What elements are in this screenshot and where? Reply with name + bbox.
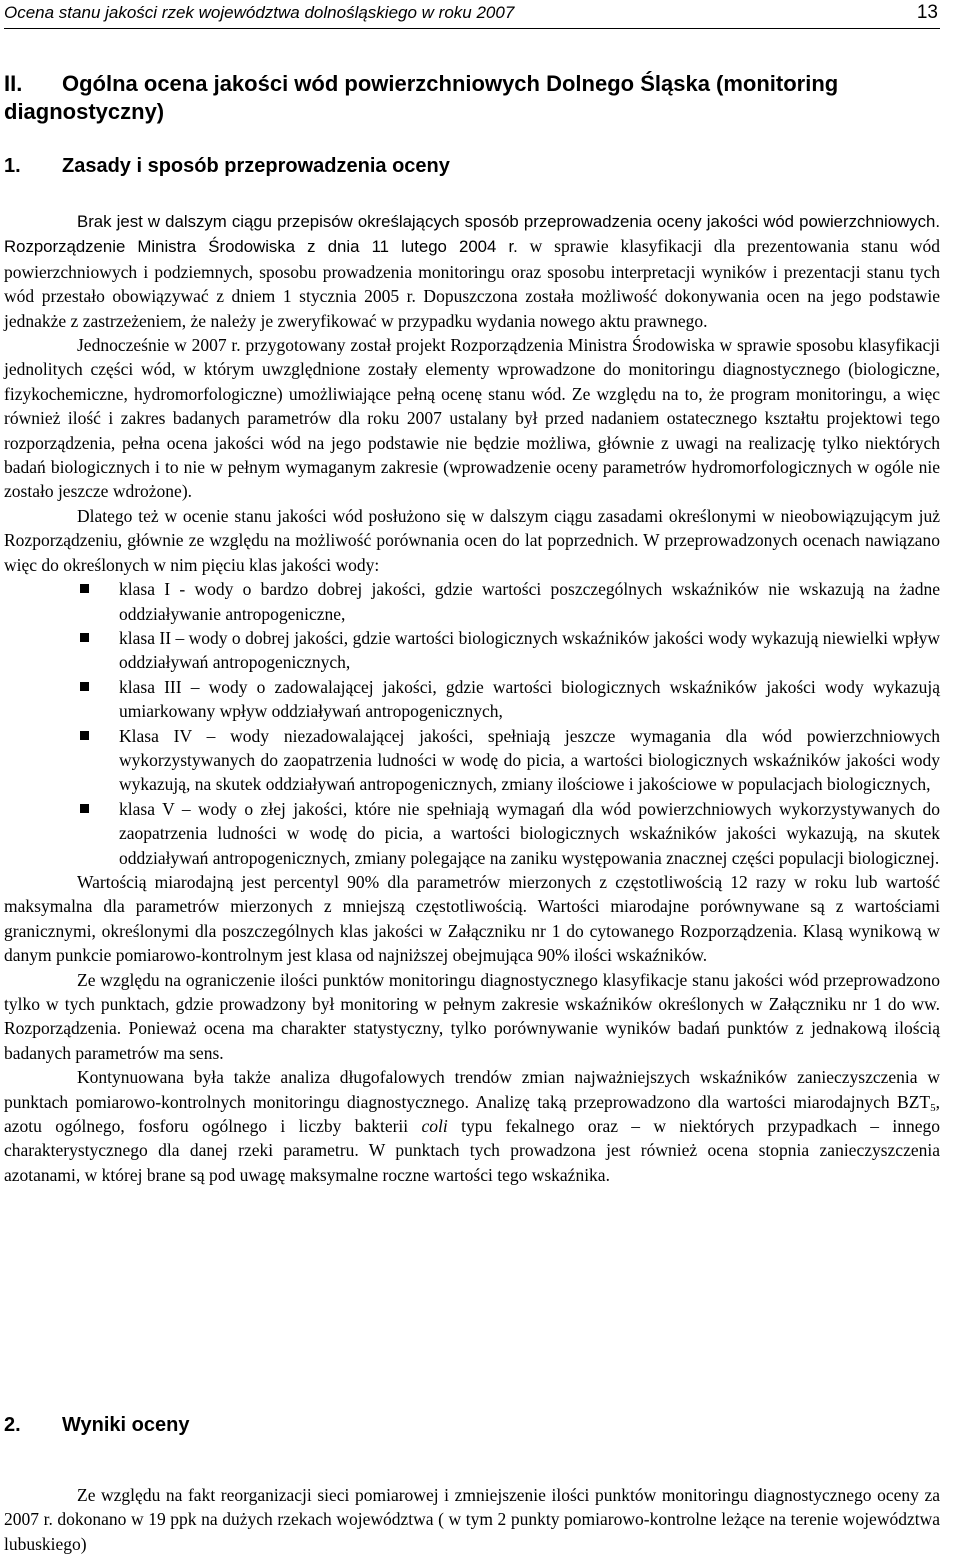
water-class-list — [4, 577, 940, 870]
list-item-text: klasa V – wody o złej jakości, które nie spełniają wymagań dla wód powierzchniowych wykorzystywanych do zaopatrzenia ludności w wodę do picia, a wartości biologicznych wskaźników jakości wykazują, na skutek oddziaływań antropogenicznych, zmiany polegające na zaniku występowania znacznej części populacji biologicznej. — [119, 798, 940, 868]
subscript: 5 — [930, 1101, 936, 1114]
running-header — [4, 2, 940, 29]
square-bullet-icon — [80, 633, 89, 642]
section-number: 2. — [4, 1414, 21, 1436]
section-heading-1 — [4, 155, 450, 178]
section-title: Zasady i sposób przeprowadzenia oceny — [62, 155, 450, 177]
page-number: 13 — [916, 2, 938, 23]
paragraph: Dlatego też w ocenie stanu jakości wód posłużono się w dalszym ciągu zasadami określonymi w nieobowiązującym już Rozporządzeniu, głównie ze względu na możliwość porównania ocen do lat poprzednich. W przeprowadzonych ocenach nawiązano więc do określonych w nim pięciu klas jakości wody: — [4, 505, 940, 575]
square-bullet-icon — [80, 804, 89, 813]
section-2-body — [4, 1483, 940, 1556]
paragraph: Jednocześnie w 2007 r. przygotowany został projekt Rozporządzenia Ministra Środowiska w sprawie sposobu klasyfikacji jednolitych części wód, w którym uwzględnione zostały elementy wprowadzone do monitoringu diagnostycznego (biologiczne, fizykochemiczne, hydromorfologiczne) umożliwiające pełną ocenę stanu wód. Ze względu na to, że program monitoringu, a więc również ilość i zakres badanych parametrów dla roku 2007 ustalany był przed nadaniem ostatecznego kształtu projektowi tego rozporządzenia, pełna ocena jakości wód na jego podstawie nie będzie możliwa, głównie z uwagi na realizację tylko niektórych badań biologicznych i to nie w pełnym wymaganym zakresie (wprowadzenie oceny parametrów hydromorfologicznych w ogóle nie zostało jeszcze wdrożone). — [4, 335, 940, 502]
paragraph-text: Kontynuowana była także analiza długofalowych trendów zmian najważniejszych wskaźników zanieczyszczenia w punktach pomiarowo-kontrolnych monitoringu diagnostycznego. Analizę taką przeprowadzono dla wartości miarodajnych BZT — [4, 1067, 940, 1112]
paragraph-text: , azotu ogólnego, fosforu ogólnego i liczby bakterii — [4, 1091, 940, 1137]
list-item-text: Klasa IV – wody niezadowalającej jakości, spełniają jeszcze wymagania dla wód powierzchniowych wykorzystywanych do zaopatrzenia ludności w wodę do picia, a wartości biologicznych wskaźników jakości wody wykazują, na skutek oddziaływań antropogenicznych, zmiany ilościowe i jakościowe w populacjach biologicznych, — [119, 725, 940, 795]
list-item-text: klasa III – wody o zadowalającej jakości, gdzie wartości biologicznych wskaźników jakości wody wykazują umiarkowany wpływ oddziaływań antropogenicznych, — [119, 676, 940, 722]
paragraph — [4, 209, 940, 333]
paragraph: Ze względu na fakt reorganizacji sieci pomiarowej i zmniejszenie ilości punktów monitoringu diagnostycznego oceny za 2007 r. dokonano w 19 ppk na dużych rzekach województwa ( w tym 2 punkty pomiarowo-kontrolne leżące na terenie województwa lubuskiego) — [4, 1485, 940, 1554]
chapter-heading — [4, 70, 944, 126]
italic-term: coli — [421, 1116, 448, 1137]
paragraph — [4, 1065, 940, 1187]
list-item — [4, 797, 940, 870]
list-item — [4, 626, 940, 675]
square-bullet-icon — [80, 584, 89, 593]
section-heading-2 — [4, 1414, 189, 1437]
list-item — [4, 724, 940, 797]
paragraph: Ze względu na ograniczenie ilości punktów monitoringu diagnostycznego klasyfikacje stanu jakości wód przeprowadzono tylko w tych punktach, gdzie prowadzony był monitoring w pełnym zakresie wskaźników określonych w Załączniku nr 1 do ww. Rozporządzenia. Ponieważ ocena ma charakter statystyczny, tylko porównywanie wyników badań punktów z jednakową ilością badanych parametrów ma sens. — [4, 969, 940, 1063]
list-item-text: klasa I - wody o bardzo dobrej jakości, gdzie wartości poszczególnych wskaźników nie wskazują na żadne oddziaływanie antropogeniczne, — [119, 579, 940, 624]
section-number: 1. — [4, 155, 21, 177]
section-title: Wyniki oceny — [62, 1414, 190, 1436]
section-1-body — [4, 209, 940, 1187]
paragraph-sans-part: Brak jest w dalszym ciągu przepisów określających sposób przeprowadzenia oceny jakości wód powierzchniowych. Rozporządzenie Ministra Środowiska z dnia 11 lutego 2004 r. — [4, 212, 940, 257]
square-bullet-icon — [80, 731, 89, 740]
paragraph-serif-part: w sprawie klasyfikacji dla prezentowania stanu wód powierzchniowych i podziemnych, sposobu prowadzenia monitoringu oraz sposobu interpretacji wyników i prezentacji stanu tych wód przestało obowiązywać z dniem 1 stycznia 2005 r. Dopuszczona została możliwość dokonywania ocen na jego podstawie jednakże z zastrzeżeniem, że należy je zweryfikować w przypadku wydania nowego aktu prawnego. — [4, 236, 940, 331]
paragraph-text: typu fekalnego oraz – w niektórych przypadkach – innego charakterystycznego dla danej rzeki parametru. W punktach tych prowadzona jest również ocena stopnia zanieczyszczenia azotanami, w której brane są pod uwagę maksymalne roczne wartości tego wskaźnika. — [4, 1116, 940, 1185]
square-bullet-icon — [80, 682, 89, 691]
list-item-text: klasa II – wody o dobrej jakości, gdzie wartości biologicznych wskaźników jakości wody wykazują niewielki wpływ oddziaływań antropogenicznych, — [119, 627, 940, 673]
list-item — [4, 675, 940, 724]
chapter-title: Ogólna ocena jakości wód powierzchniowych Dolnego Śląska (monitoring diagnostyczny) — [4, 71, 839, 124]
paragraph: Wartością miarodajną jest percentyl 90% dla parametrów mierzonych z częstotliwością 12 razy w roku lub wartość maksymalna dla parametrów mierzonych z mniejszą częstotliwością. Wartości miarodajne porównywane są z wartościami granicznymi, określonymi dla poszczególnych klas jakości w Załączniku nr 1 do cytowanego Rozporządzenia. Klasą wynikową w danym punkcie pomiarowo-kontrolnym jest klasa od najniższej obejmująca 90% ilości wskaźników. — [4, 871, 940, 966]
chapter-number: II. — [4, 71, 23, 96]
list-item — [4, 577, 940, 626]
header-title: Ocena stanu jakości rzek województwa dolnośląskiego w roku 2007 — [4, 3, 515, 22]
